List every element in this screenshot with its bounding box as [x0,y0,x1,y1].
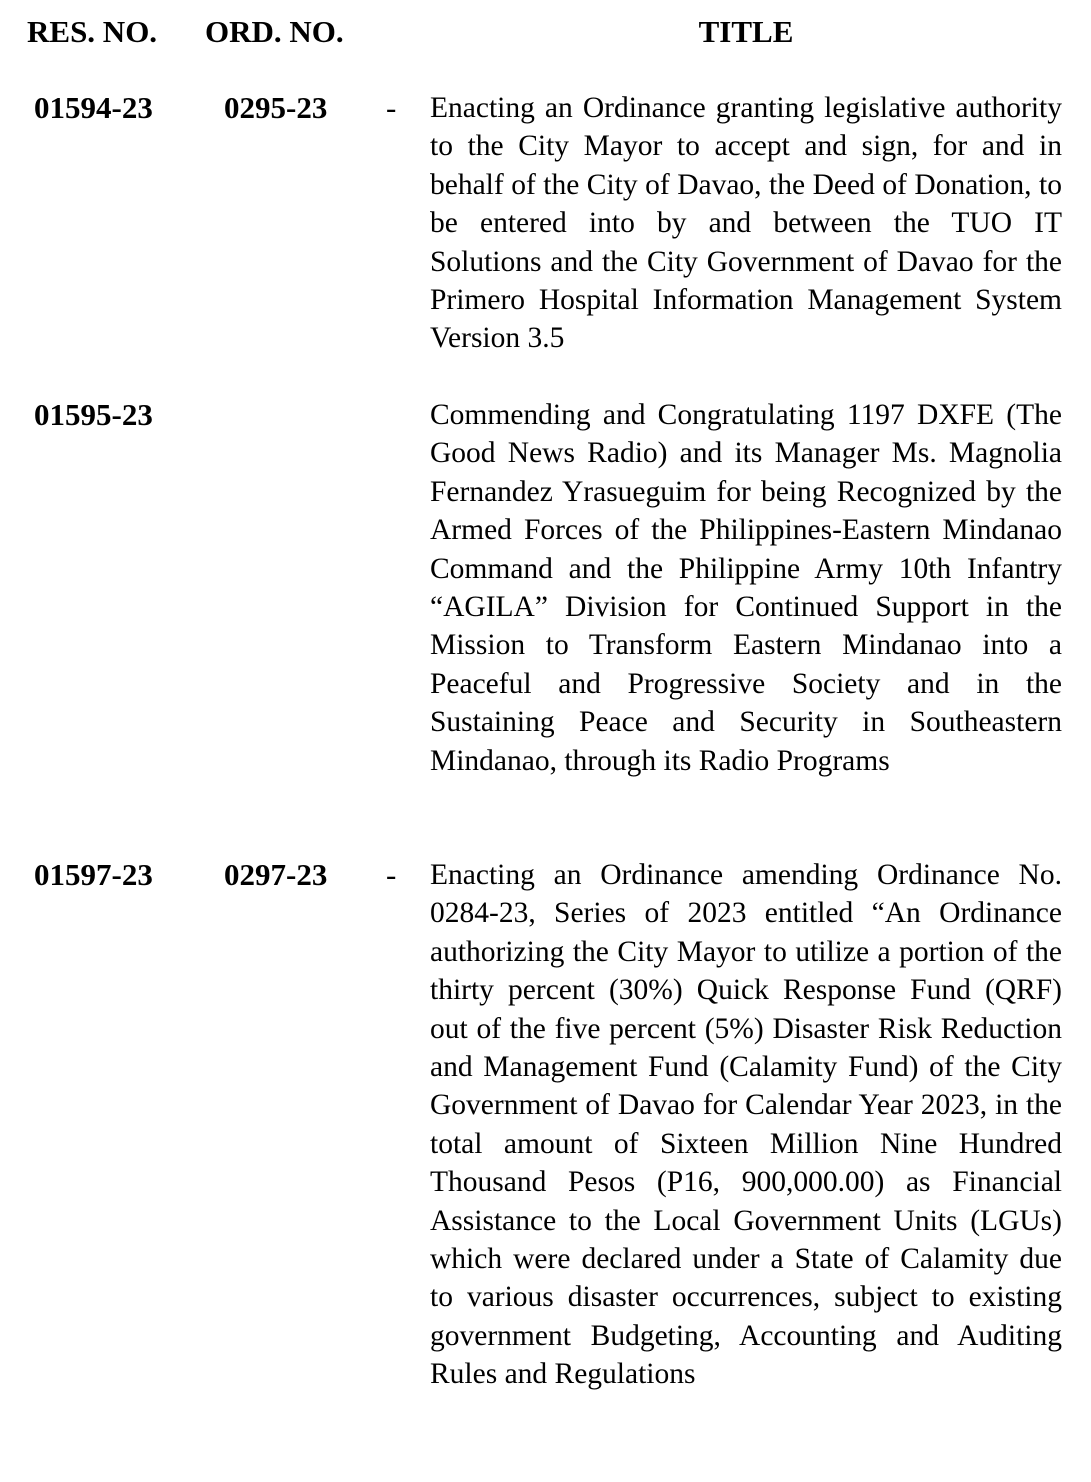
header-res-no: RES. NO. [27,14,158,49]
entry-dash: - [386,90,397,125]
header-title: TITLE [698,14,794,49]
resolution-number: 01595-23 [34,397,153,432]
header-ord-no: ORD. NO. [205,14,344,49]
entry-title: Commending and Congratulating 1197 DXFE (The Good News Radio) and its Manager Ms. Magnolia Fernandez Yrasueguim for being Recognized by the Armed Forces of the Philippines-Eastern Mindanao Command and the Philippine Army 10th Infantry “AGILA” Division for Continued Support in the Mission to Transform Eastern Mindanao into a Peaceful and Progressive Society and in the Sustaining Peace and Security in Southeastern Mindanao, through its Radio Programs [430,399,1062,777]
entry-dash: - [386,857,397,892]
resolution-number: 01597-23 [34,857,153,892]
resolution-number: 01594-23 [34,90,153,125]
entry-title: Enacting an Ordinance amending Ordinance No. 0284-23, Series of 2023 entitled “An Ordinance authorizing the City Mayor to utilize a portion of the thirty percent (30%) Quick Response Fund (QRF) out of the five percent (5%) Disaster Risk Reduction and Management Fund (Calamity Fund) of the City Government of Davao for Calendar Year 2023, in the total amount of Sixteen Million Nine Hundred Thousand Pesos (P16, 900,000.00) as Financial Assistance to the Local Government Units (LGUs) which were declared under a State of Calamity due to various disaster occurrences, subject to existing government Budgeting, Accounting and Auditing Rules and Regulations [430,859,1062,1391]
table-header [0,12,1091,52]
entry-title: Enacting an Ordinance granting legislative authority to the City Mayor to accept and sign, for and in behalf of the City of Davao, the Deed of Donation, to be entered into by and between the TUO IT Solutions and the City Government of Davao for the Primero Hospital Information Management System Version 3.5 [430,92,1062,355]
ordinance-number: 0295-23 [224,90,328,125]
ordinance-number: 0297-23 [224,857,328,892]
